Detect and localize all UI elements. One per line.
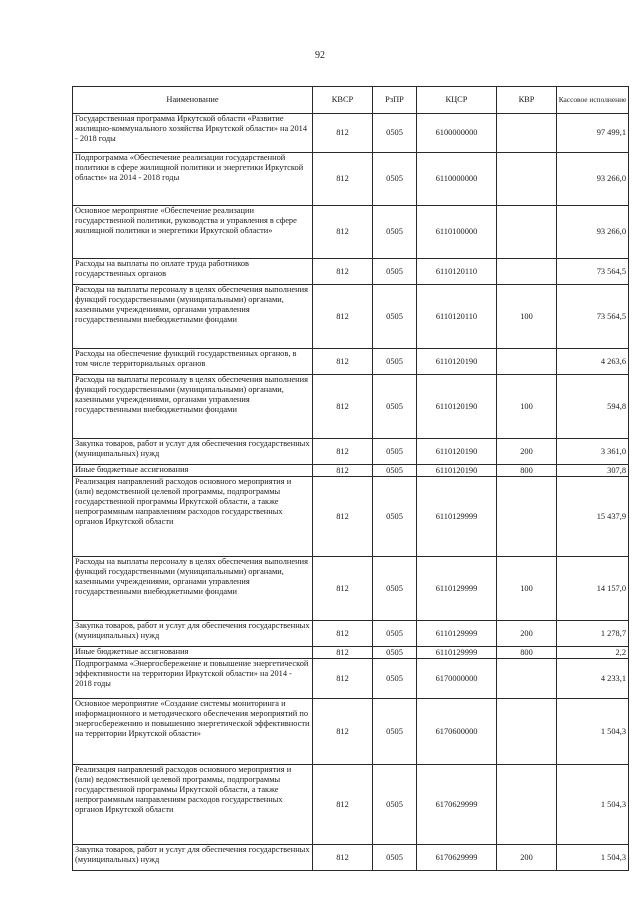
cell-rzpr: 0505: [373, 659, 417, 699]
cell-amount: 14 157,0: [557, 557, 629, 621]
cell-kvsr: 812: [313, 557, 373, 621]
cell-amount: 73 564,5: [557, 285, 629, 349]
cell-kvr: 800: [497, 647, 557, 659]
table-row: [73, 285, 629, 349]
cell-name: Иные бюджетные ассигнования: [73, 465, 313, 477]
cell-kcsr: 6110120190: [417, 375, 497, 439]
cell-kvsr: 812: [313, 349, 373, 375]
cell-kcsr: 6110100000: [417, 206, 497, 259]
cell-amount: 594,8: [557, 375, 629, 439]
cell-kvsr: 812: [313, 465, 373, 477]
cell-kvsr: 812: [313, 259, 373, 285]
cell-kcsr: 6110120190: [417, 349, 497, 375]
table-row: [73, 699, 629, 765]
cell-kvr: [497, 699, 557, 765]
cell-name: Расходы на обеспечение функций государственных органов, в том числе территориальных органов: [73, 349, 313, 375]
cell-rzpr: 0505: [373, 557, 417, 621]
cell-rzpr: 0505: [373, 465, 417, 477]
cell-kvsr: 812: [313, 439, 373, 465]
cell-amount: 1 504,3: [557, 765, 629, 845]
cell-name: Расходы на выплаты персоналу в целях обеспечения выполнения функций государственными (муниципальными) органами, казенными учреждениями, органами управления государственными внебюджетными фондами: [73, 285, 313, 349]
cell-kvr: [497, 349, 557, 375]
header-amount: Кассовое исполнение: [557, 87, 629, 114]
table-row: [73, 621, 629, 647]
cell-kcsr: 6110120110: [417, 259, 497, 285]
cell-kvsr: 812: [313, 477, 373, 557]
cell-rzpr: 0505: [373, 621, 417, 647]
cell-kvsr: 812: [313, 621, 373, 647]
table-row: [73, 659, 629, 699]
cell-kvsr: 812: [313, 285, 373, 349]
cell-rzpr: 0505: [373, 845, 417, 871]
cell-name: Иные бюджетные ассигнования: [73, 647, 313, 659]
table-row: [73, 206, 629, 259]
cell-name: Подпрограмма «Обеспечение реализации государственной политики в сфере жилищной политики и энергетики Иркутской области» на 2014 - 2018 годы: [73, 153, 313, 206]
cell-rzpr: 0505: [373, 206, 417, 259]
cell-kcsr: 6170629999: [417, 765, 497, 845]
cell-amount: 73 564,5: [557, 259, 629, 285]
cell-rzpr: 0505: [373, 699, 417, 765]
cell-amount: 1 504,3: [557, 845, 629, 871]
cell-kvr: 200: [497, 845, 557, 871]
cell-amount: 3 361,0: [557, 439, 629, 465]
cell-kvsr: 812: [313, 765, 373, 845]
table-row: [73, 439, 629, 465]
cell-name: Расходы на выплаты персоналу в целях обеспечения выполнения функций государственными (муниципальными) органами, казенными учреждениями, органами управления государственными внебюджетными фондами: [73, 375, 313, 439]
table-row: [73, 647, 629, 659]
cell-kvr: [497, 114, 557, 153]
cell-name: Расходы на выплаты персоналу в целях обеспечения выполнения функций государственными (муниципальными) органами, казенными учреждениями, органами управления государственными внебюджетными фондами: [73, 557, 313, 621]
cell-amount: 1 278,7: [557, 621, 629, 647]
cell-rzpr: 0505: [373, 765, 417, 845]
cell-kcsr: 6100000000: [417, 114, 497, 153]
cell-rzpr: 0505: [373, 647, 417, 659]
cell-name: Основное мероприятие «Обеспечение реализации государственной политики, руководства и управления в сфере жилищной политики и энергетики Иркутской области»: [73, 206, 313, 259]
cell-amount: 2,2: [557, 647, 629, 659]
cell-amount: 93 266,0: [557, 206, 629, 259]
cell-amount: 4 263,6: [557, 349, 629, 375]
cell-rzpr: 0505: [373, 114, 417, 153]
header-kvsr: КВСР: [313, 87, 373, 114]
cell-amount: 307,8: [557, 465, 629, 477]
cell-name: Расходы на выплаты по оплате труда работников государственных органов: [73, 259, 313, 285]
table-header-row: [73, 87, 629, 114]
cell-name: Реализация направлений расходов основного мероприятия и (или) ведомственной целевой программы, подпрограммы государственной программы Иркутской области, а также непрограммным направлениям расходов государственных органов Иркутской области: [73, 477, 313, 557]
cell-rzpr: 0505: [373, 349, 417, 375]
cell-amount: 15 437,9: [557, 477, 629, 557]
cell-kvsr: 812: [313, 153, 373, 206]
cell-rzpr: 0505: [373, 375, 417, 439]
cell-amount: 93 266,0: [557, 153, 629, 206]
cell-kvsr: 812: [313, 647, 373, 659]
cell-kvr: [497, 259, 557, 285]
cell-kvsr: 812: [313, 206, 373, 259]
cell-kvsr: 812: [313, 375, 373, 439]
cell-kcsr: 6110120190: [417, 439, 497, 465]
cell-kvsr: 812: [313, 659, 373, 699]
cell-kcsr: 6170600000: [417, 699, 497, 765]
cell-name: Подпрограмма «Энергосбережение и повышение энергетической эффективности на территории Иркутской области» на 2014 - 2018 годы: [73, 659, 313, 699]
cell-name: Закупка товаров, работ и услуг для обеспечения государственных (муниципальных) нужд: [73, 621, 313, 647]
cell-rzpr: 0505: [373, 153, 417, 206]
table-row: [73, 375, 629, 439]
cell-name: Государственная программа Иркутской области «Развитие жилищно-коммунального хозяйства Иркутской области» на 2014 - 2018 годы: [73, 114, 313, 153]
header-rzpr: РзПР: [373, 87, 417, 114]
cell-kcsr: 6170000000: [417, 659, 497, 699]
table-row: [73, 259, 629, 285]
cell-amount: 97 499,1: [557, 114, 629, 153]
cell-amount: 4 233,1: [557, 659, 629, 699]
cell-kvsr: 812: [313, 845, 373, 871]
page-number: 92: [315, 50, 325, 61]
cell-rzpr: 0505: [373, 259, 417, 285]
table-row: [73, 114, 629, 153]
table-row: [73, 349, 629, 375]
cell-rzpr: 0505: [373, 477, 417, 557]
cell-kcsr: 6170629999: [417, 845, 497, 871]
cell-kvr: [497, 153, 557, 206]
cell-name: Основное мероприятие «Создание системы мониторинга и информационного и методического обеспечения мероприятий по энергосбережению и повышению энергетической эффективности на территории Иркутской области»: [73, 699, 313, 765]
table-row: [73, 153, 629, 206]
cell-kvr: 100: [497, 285, 557, 349]
cell-amount: 1 504,3: [557, 699, 629, 765]
cell-kvr: 100: [497, 375, 557, 439]
cell-kcsr: 6110129999: [417, 477, 497, 557]
table-row: [73, 477, 629, 557]
header-kvr: КВР: [497, 87, 557, 114]
cell-kvr: [497, 765, 557, 845]
header-kcsr: КЦСР: [417, 87, 497, 114]
cell-kvr: [497, 659, 557, 699]
cell-rzpr: 0505: [373, 285, 417, 349]
cell-kcsr: 6110120190: [417, 465, 497, 477]
cell-kcsr: 6110129999: [417, 621, 497, 647]
cell-rzpr: 0505: [373, 439, 417, 465]
cell-kvr: 200: [497, 439, 557, 465]
cell-kvsr: 812: [313, 699, 373, 765]
table-row: [73, 765, 629, 845]
budget-execution-table: [72, 86, 629, 871]
cell-kvr: 800: [497, 465, 557, 477]
cell-name: Реализация направлений расходов основного мероприятия и (или) ведомственной целевой программы, подпрограммы государственной программы Иркутской области, а также непрограммным направлениям расходов государственных органов Иркутской области: [73, 765, 313, 845]
cell-kcsr: 6110120110: [417, 285, 497, 349]
cell-kcsr: 6110000000: [417, 153, 497, 206]
cell-kcsr: 6110129999: [417, 557, 497, 621]
cell-kvr: 100: [497, 557, 557, 621]
cell-kvr: [497, 206, 557, 259]
table-row: [73, 845, 629, 871]
cell-name: Закупка товаров, работ и услуг для обеспечения государственных (муниципальных) нужд: [73, 845, 313, 871]
cell-kvr: [497, 477, 557, 557]
cell-kvsr: 812: [313, 114, 373, 153]
cell-name: Закупка товаров, работ и услуг для обеспечения государственных (муниципальных) нужд: [73, 439, 313, 465]
cell-kvr: 200: [497, 621, 557, 647]
cell-kcsr: 6110129999: [417, 647, 497, 659]
table-row: [73, 557, 629, 621]
table-row: [73, 465, 629, 477]
header-name: Наименование: [73, 87, 313, 114]
